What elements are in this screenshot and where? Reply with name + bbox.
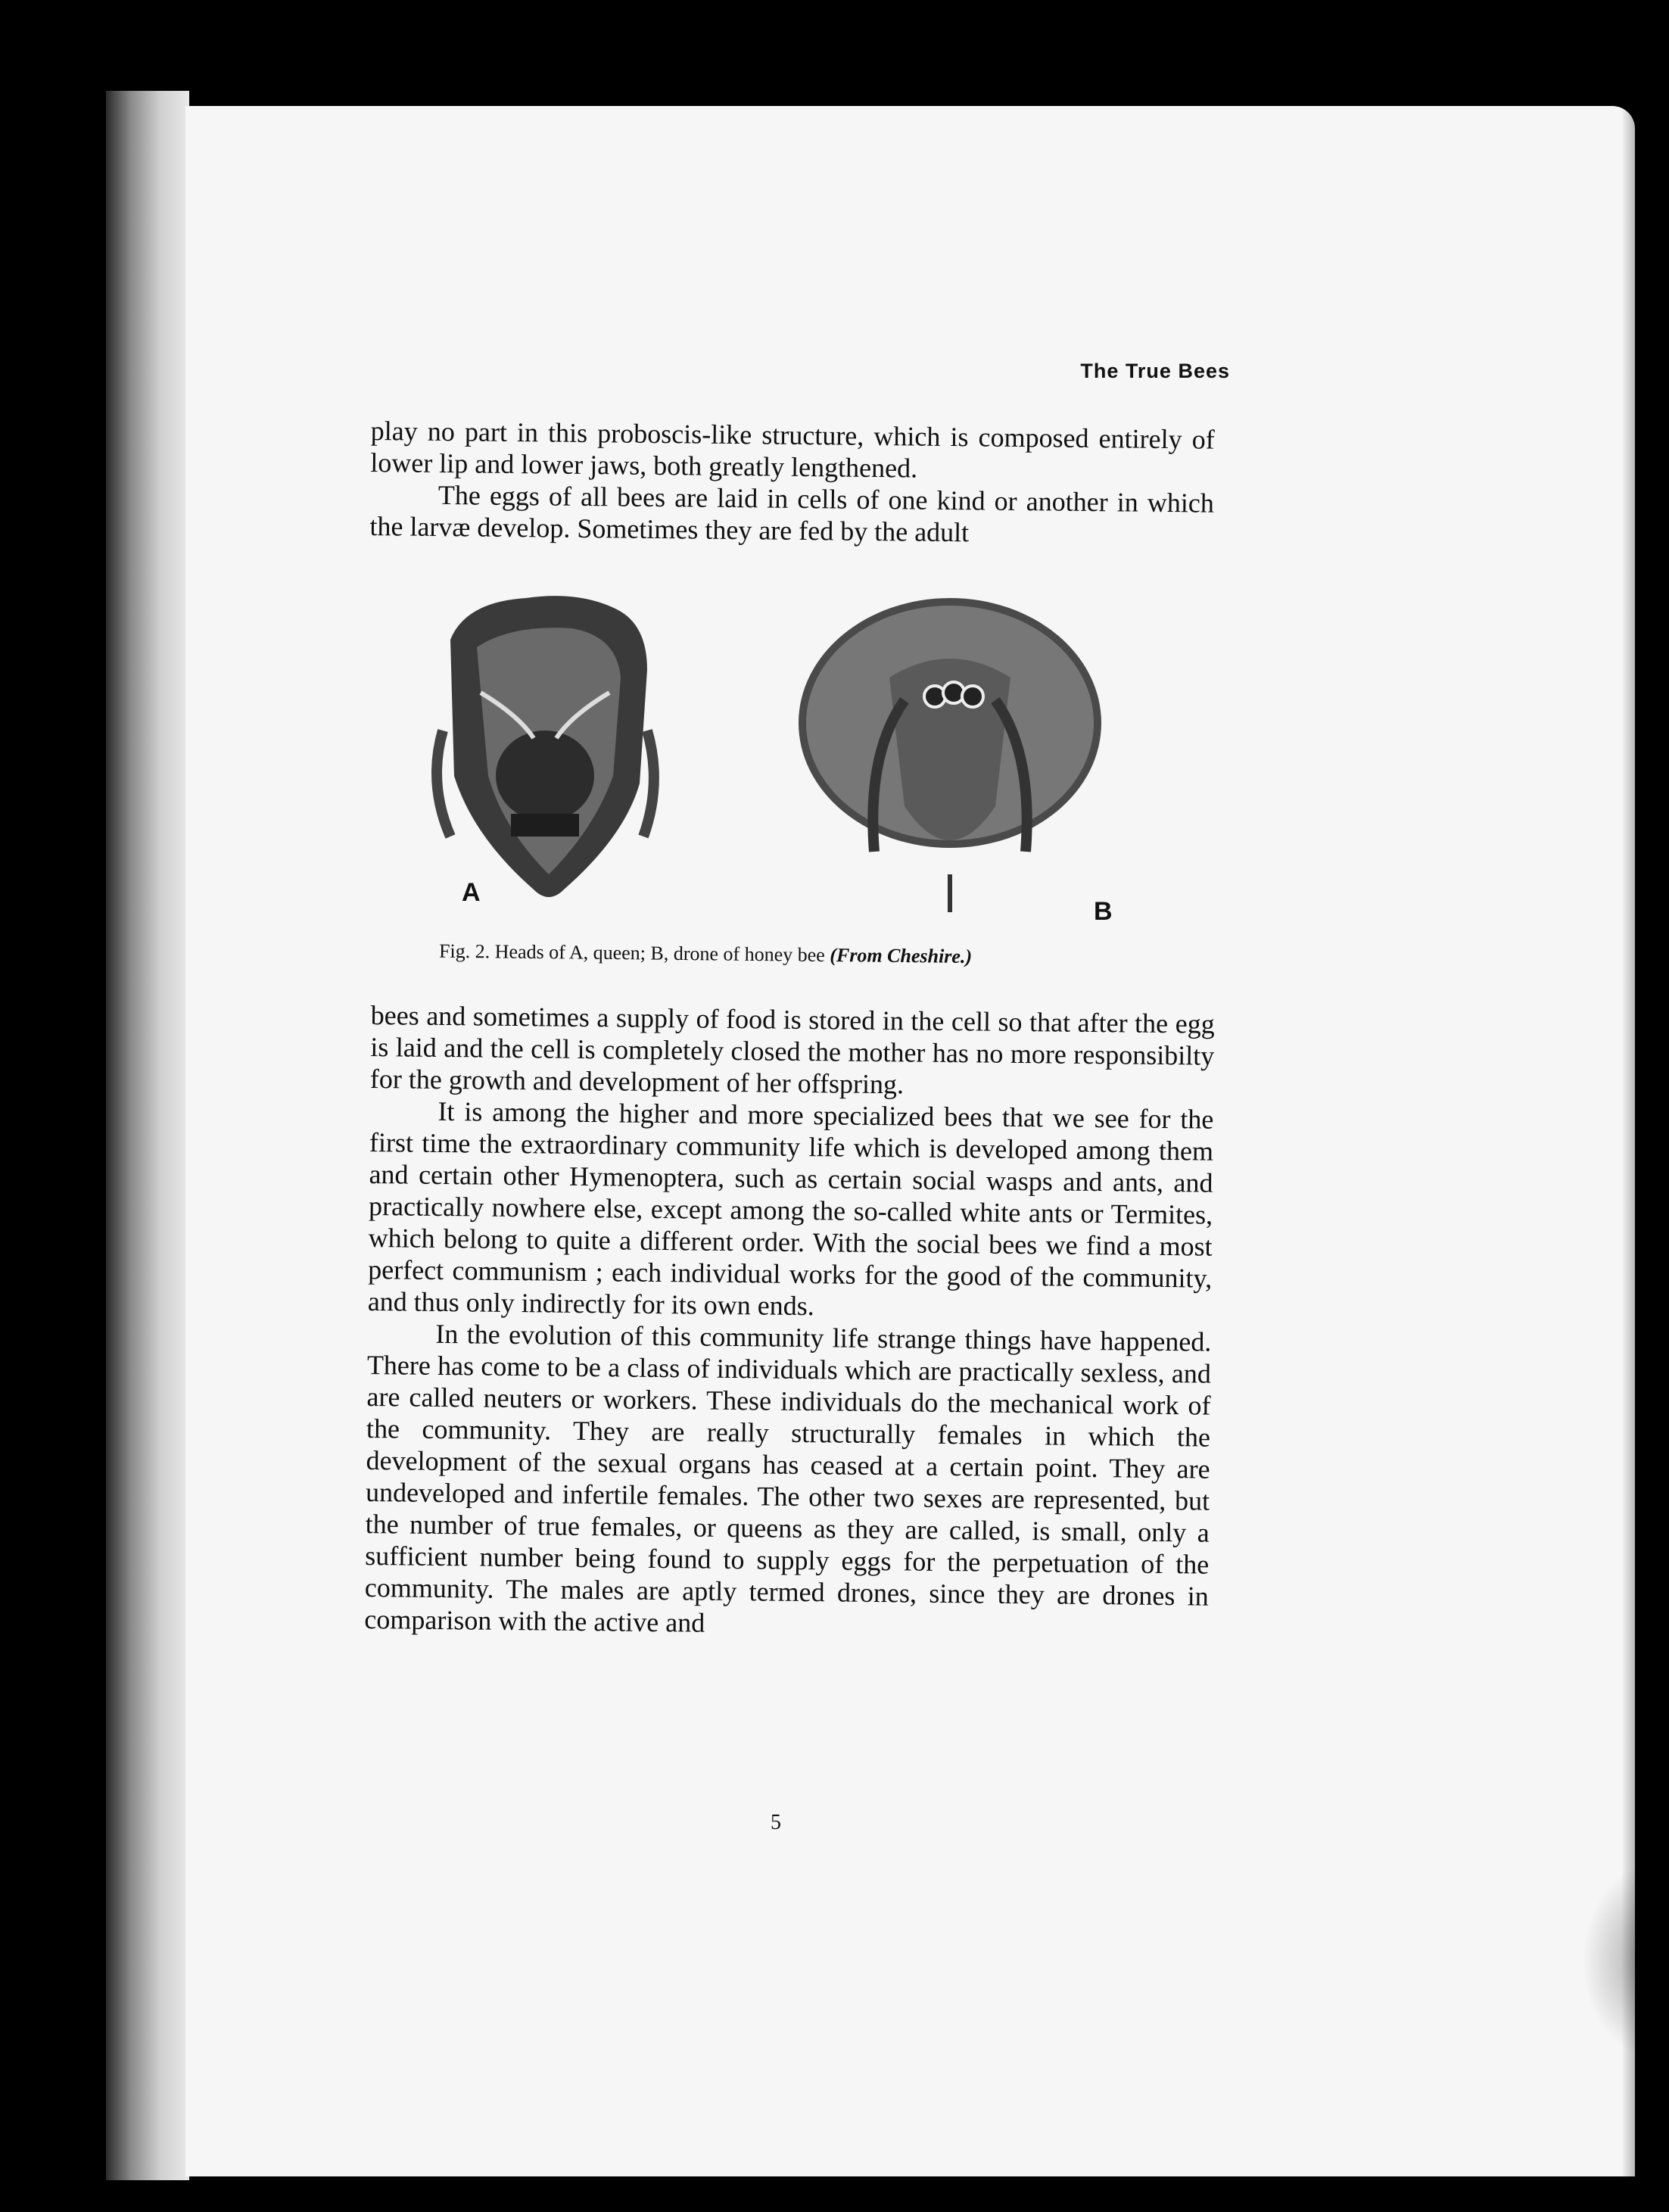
caption-source: (From Cheshire.)	[830, 944, 973, 967]
figure-label-a: A	[462, 878, 481, 907]
figure-label-b: B	[1094, 897, 1113, 926]
bee-heads-figure	[420, 587, 1185, 942]
paragraph: In the evolution of this community life strange things have happened. There has come to be a class of individuals which are practically sexless, and are called neuters or workers. These individuals do the mechanical work of the community. They are really structurally females in which the development of the sexual organs has ceased at a certain point. They are undeveloped and infertile females. The other two sexes are represented, but the number of true females, or queens as they are called, is small, only a sufficient number being found to supply eggs for the perpetuation of the community. The males are aptly termed drones, since they are drones in comparison with the active and	[364, 1318, 1212, 1638]
drone-head-illustration	[799, 598, 1101, 912]
page-edge-shadow	[1582, 1862, 1669, 2059]
caption-text: Fig. 2. Heads of A, queen; B, drone of honey bee	[438, 939, 830, 967]
page-number: 5	[771, 1811, 781, 1834]
queen-head-illustration	[437, 596, 654, 897]
paragraph: bees and sometimes a supply of food is stored in the cell so that after the egg is laid and the cell is completely closed the mother has no more responsibilty for the growth and development of her offspring.	[369, 1000, 1215, 1100]
text-block-bottom	[364, 999, 1215, 1644]
text-block-top	[369, 415, 1215, 551]
paragraph: It is among the higher and more specialized bees that we see for the first time the extraordinary community life which is developed among them and certain other Hymenoptera, such as certain social wasps and ants, and practically nowhere else, except among the so-called white ants or Termites, which belong to quite a different order. With the social bees we find a most perfect communism ; each individual works for the good of the community, and thus only indirectly for its own ends.	[367, 1095, 1214, 1322]
running-head: The True Bees	[1080, 360, 1230, 382]
paragraph: play no part in this proboscis-like structure, which is composed entirely of lower lip and lower jaws, both greatly lengthened.	[370, 415, 1215, 484]
book-spine	[106, 91, 189, 2180]
paragraph: The eggs of all bees are laid in cells of one kind or another in which the larvæ develop. Sometimes they are fed by the adult	[369, 479, 1215, 548]
